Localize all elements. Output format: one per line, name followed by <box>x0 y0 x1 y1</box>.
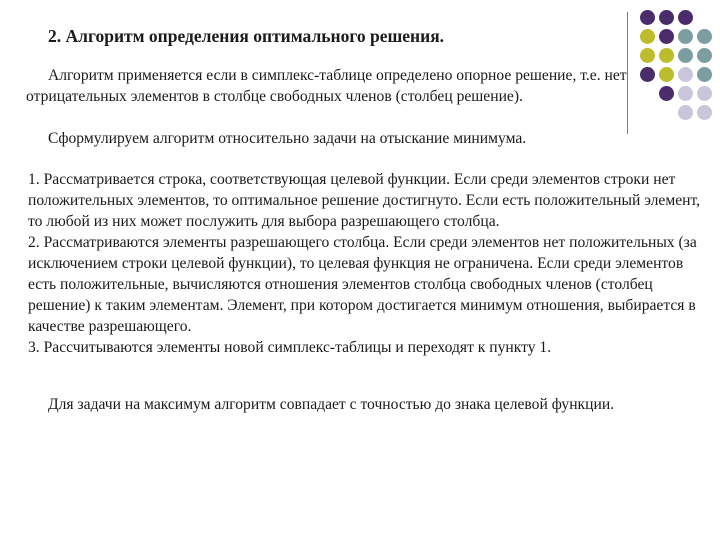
intro-paragraph: Алгоритм применяется если в симплекс-таблице определено опорное решение, т.е. нет отрицательных элементов в столбце свободных членов (столбец решение). <box>26 67 627 105</box>
slide-title: 2. Алгоритм определения оптимального решения. <box>48 26 445 46</box>
decorative-dot-empty <box>697 10 712 25</box>
decorative-dot <box>640 10 655 25</box>
decorative-dot <box>678 48 693 63</box>
decorative-dot <box>640 29 655 44</box>
decorative-dot <box>659 48 674 63</box>
decorative-dot <box>640 48 655 63</box>
algorithm-step: 3. Рассчитываются элементы новой симплекс-таблицы и переходят к пункту 1. <box>28 339 552 356</box>
decorative-dot <box>659 10 674 25</box>
decorative-dot <box>697 48 712 63</box>
decorative-dot <box>678 10 693 25</box>
maximum-note-paragraph: Для задачи на максимум алгоритм совпадает с точностью до знака целевой функции. <box>48 396 615 413</box>
decorative-dot <box>659 29 674 44</box>
decorative-dot <box>697 29 712 44</box>
formulation-paragraph: Сформулируем алгоритм относительно задачи на отыскание минимума. <box>48 130 527 147</box>
algorithm-step: 2. Рассматриваются элементы разрешающего столбца. Если среди элементов нет положительных (за исключением строки целевой функции), то целевая функция не ограничена. Если среди элементов есть положительные, вычисляются отношения элементов столбца свободных членов (столбец решение) к таким элементам. Элемент, при котором достигается минимум отношения, выбирается в качестве разрешающего. <box>28 234 697 335</box>
slide-body <box>26 65 706 415</box>
algorithm-steps <box>26 169 706 358</box>
decorative-dot <box>678 29 693 44</box>
algorithm-step: 1. Рассматривается строка, соответствующая целевой функции. Если среди элементов строки нет положительных элементов, то оптимальное решение достигнуто. Если есть положительный элемент, то любой из них может послужить для выбора разрешающего столбца. <box>28 171 701 230</box>
